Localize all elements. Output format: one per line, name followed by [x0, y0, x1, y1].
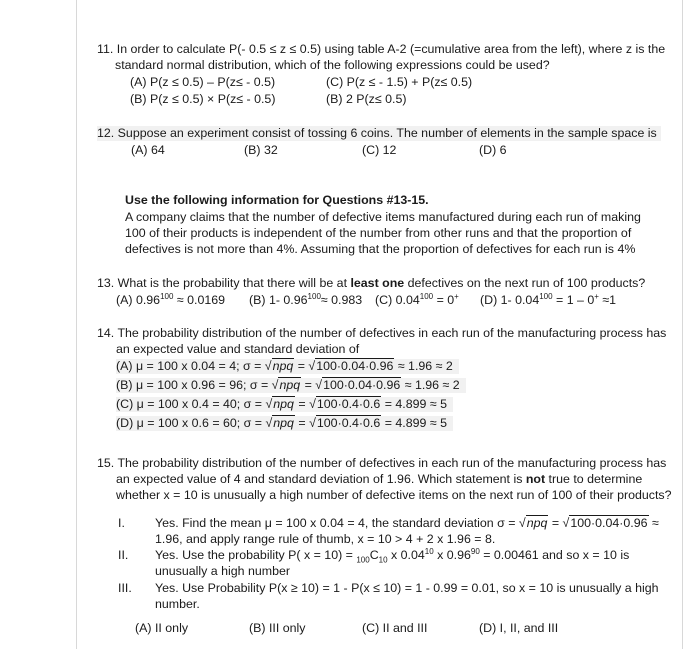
- q15-text-line3: whether x = 10 is unusually a high number of defective items on the next run of 100 of their products?: [116, 488, 672, 502]
- q12-option-d: (D) 6: [479, 143, 507, 157]
- q15-statement-ii-line1: Yes. Use the probability P( $x = 10) = _{100}C_{10}$ x 0.04$^{10}$ x $0.96^{90} = 0.00461$ and so x = 10 is: [155, 546, 630, 565]
- q14-option-a: (A) μ = 100 x 0.04 = 4; σ = √npq = √100·0.04·0.96 ≈ 1.96 ≈ 2: [116, 359, 459, 374]
- q11-option-d: (B) 2 P(z≤ 0.5): [326, 92, 407, 106]
- q15-statement-i-number: I.: [118, 516, 125, 530]
- q13-option-d: (D) 1- $0.04^{100} = 1 - 0^+ \approx 1$: [480, 291, 617, 307]
- info-heading: Use the following information for Questions #13-15.: [125, 193, 429, 207]
- q15-statement-i-line2: 1.96, and apply range rule of thumb, x = 10 > 4 + 2 x 1.96 = 8.: [155, 532, 496, 546]
- q14-option-d: (D) μ = 100 x 0.6 = 60; σ = √npq = √100·0.4·0.6 = 4.899 ≈ 5: [116, 416, 453, 431]
- q14-option-c: (C) μ = 100 x 0.4 = 40; σ = √npq = √100·0.4·0.6 = 4.899 ≈ 5: [116, 397, 453, 412]
- q11-text-line1: 11. In order to calculate P(- 0.5 ≤ z ≤ 0.5) using table A-2 (=cumulative area from the left), where z is the: [97, 42, 666, 56]
- q15-statement-ii-number: II.: [118, 548, 129, 562]
- q15-statement-i-line1: Yes. Find the mean μ = 100 x 0.04 = 4, the standard deviation σ = √npq = √100·0.04·0.96 ≈: [155, 516, 659, 530]
- q11-option-a: (A) P(z ≤ 0.5) – P(z≤ - 0.5): [130, 75, 276, 89]
- info-line3: defectives is not more than 4%. Assuming that the proportion of defectives for each run is 4%: [125, 242, 636, 256]
- q13-option-b: (B) 1- $0.96^{100}\approx 0.983$: [249, 291, 363, 307]
- q11-text-line2: standard normal distribution, which of the following expressions could be used?: [115, 58, 550, 72]
- q15-text-line2: an expected value of 4 and standard deviation of 1.96. Which statement is not true to determine: [116, 472, 643, 486]
- q12-option-c: (C) 12: [362, 143, 397, 157]
- q15-statement-ii-line2: unusually a high number: [155, 564, 291, 578]
- q11-option-b: (B) P(z ≤ 0.5) × P(z≤ - 0.5): [130, 92, 276, 106]
- info-line2: 100 of their products is independent of the number from other runs and that the proportion of: [125, 226, 632, 240]
- q12-option-a: (A) 64: [131, 143, 165, 157]
- q12-text: 12. Suppose an experiment consist of tossing 6 coins. The number of elements in the sample space is: [97, 126, 661, 141]
- q15-option-a: (A) II only: [135, 621, 189, 635]
- q14-text-line2: an expected value and standard deviation of: [116, 342, 360, 356]
- q15-statement-iii-number: III.: [118, 581, 132, 595]
- q11-option-c: (C) P(z ≤ - 1.5) + P(z≤ 0.5): [326, 75, 473, 89]
- q15-option-c: (C) II and III: [362, 621, 428, 635]
- q13-option-a: (A) $0.96^{100} \approx 0.0169$: [116, 291, 226, 307]
- q13-text: 13. What is the probability that there will be at least one defectives on the next run of 100 products?: [97, 276, 646, 290]
- info-line1: A company claims that the number of defective items manufactured during each run of making: [125, 210, 641, 224]
- q13-option-c: (C) $0.04^{100} = 0^+$: [375, 291, 459, 307]
- q15-statement-iii-line1: Yes. Use Probability P(x ≥ 10) = 1 - P(x ≤ 10) = 1 - 0.99 = 0.01, so x = 10 is unusually a high: [155, 581, 659, 595]
- q15-option-d: (D) I, II, and III: [479, 621, 559, 635]
- q14-text-line1: 14. The probability distribution of the number of defectives in each run of the manufacturing process has: [97, 326, 667, 340]
- q15-option-b: (B) III only: [249, 621, 306, 635]
- q14-option-b: (B) μ = 100 x 0.96 = 96; σ = √npq = √100·0.04·0.96 ≈ 1.96 ≈ 2: [116, 378, 466, 393]
- q12-option-b: (B) 32: [244, 143, 278, 157]
- q15-statement-iii-line2: number.: [155, 597, 200, 611]
- page-border-right: [682, 0, 683, 649]
- page-border-left: [76, 0, 77, 649]
- q15-text-line1: 15. The probability distribution of the number of defectives in each run of the manufacturing process has: [97, 456, 667, 470]
